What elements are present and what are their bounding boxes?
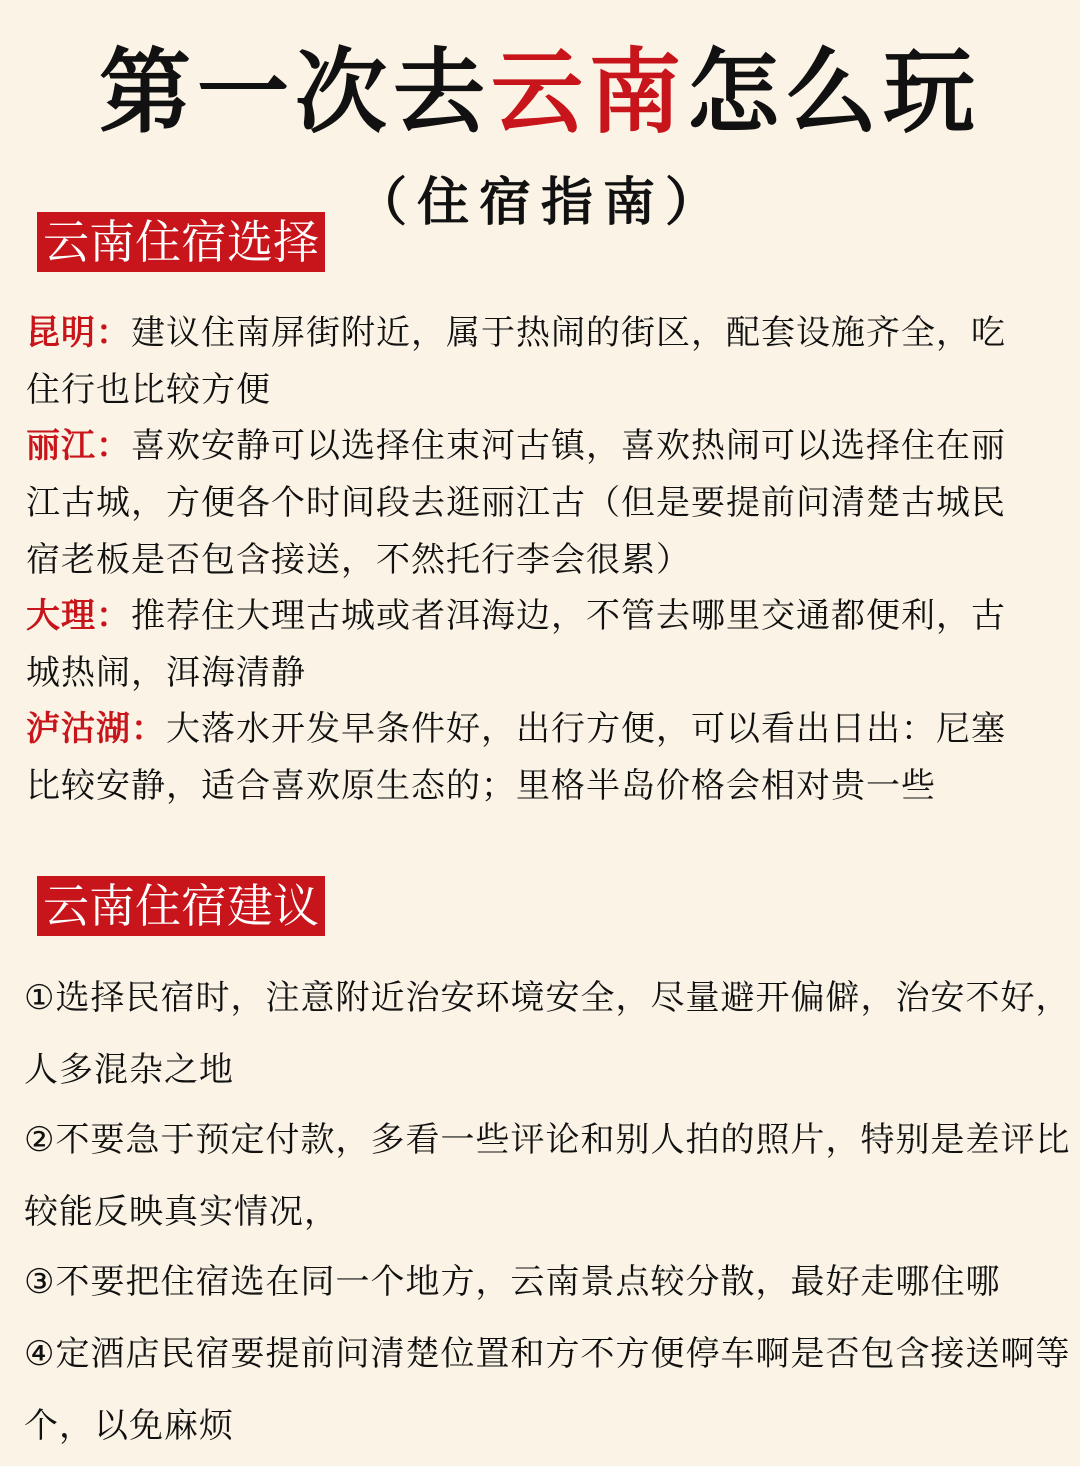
city-description: 推荐住大理古城或者洱海边，不管去哪里交通都便利，古城热闹，洱海清静 [26, 596, 1006, 693]
city-item-lijiang [26, 418, 1026, 589]
tip-item-2: ②不要急于预定付款，多看一些评论和别人拍的照片，特别是差评比较能反映真实情况， [24, 1120, 1071, 1232]
city-description: 大落水开发早条件好，出行方便，可以看出日出：尼塞比较安静，适合喜欢原生态的；里格半岛价格会相对贵一些 [26, 709, 1006, 806]
title-part-2: 怎么玩 [687, 39, 982, 146]
city-label: 昆明： [26, 313, 131, 353]
page-title [0, 38, 1080, 148]
city-label: 泸沽湖： [26, 709, 166, 749]
tip-item-1: ①选择民宿时，注意附近治安环境安全，尽量避开偏僻，治安不好，人多混杂之地 [24, 978, 1071, 1090]
city-item-dali [26, 588, 1026, 702]
city-item-kunming [26, 305, 1026, 419]
tip-item-4: ④定酒店民宿要提前问清楚位置和方不方便停车啊是否包含接送啊等个，以免麻烦 [24, 1334, 1071, 1446]
section-tag-accommodation-choice: 云南住宿选择 [37, 212, 325, 272]
title-part-1: 第一次去 [98, 39, 491, 146]
city-description: 建议住南屏街附近，属于热闹的街区，配套设施齐全，吃住行也比较方便 [26, 313, 1006, 410]
tip-item-3: ③不要把住宿选在同一个地方，云南景点较分散，最好走哪住哪 [24, 1262, 1001, 1302]
page-subtitle: （住宿指南） [355, 173, 728, 233]
city-label: 丽江： [26, 426, 131, 466]
city-description: 喜欢安静可以选择住束河古镇，喜欢热闹可以选择住在丽江古城，方便各个时间段去逛丽江古（但是要提前问清楚古城民宿老板是否包含接送，不然托行李会很累） [26, 426, 1006, 580]
title-accent: 云南 [490, 39, 687, 146]
city-item-lugu-lake [26, 701, 1026, 815]
section-tag-accommodation-tips: 云南住宿建议 [37, 876, 325, 936]
city-label: 大理： [26, 596, 131, 636]
